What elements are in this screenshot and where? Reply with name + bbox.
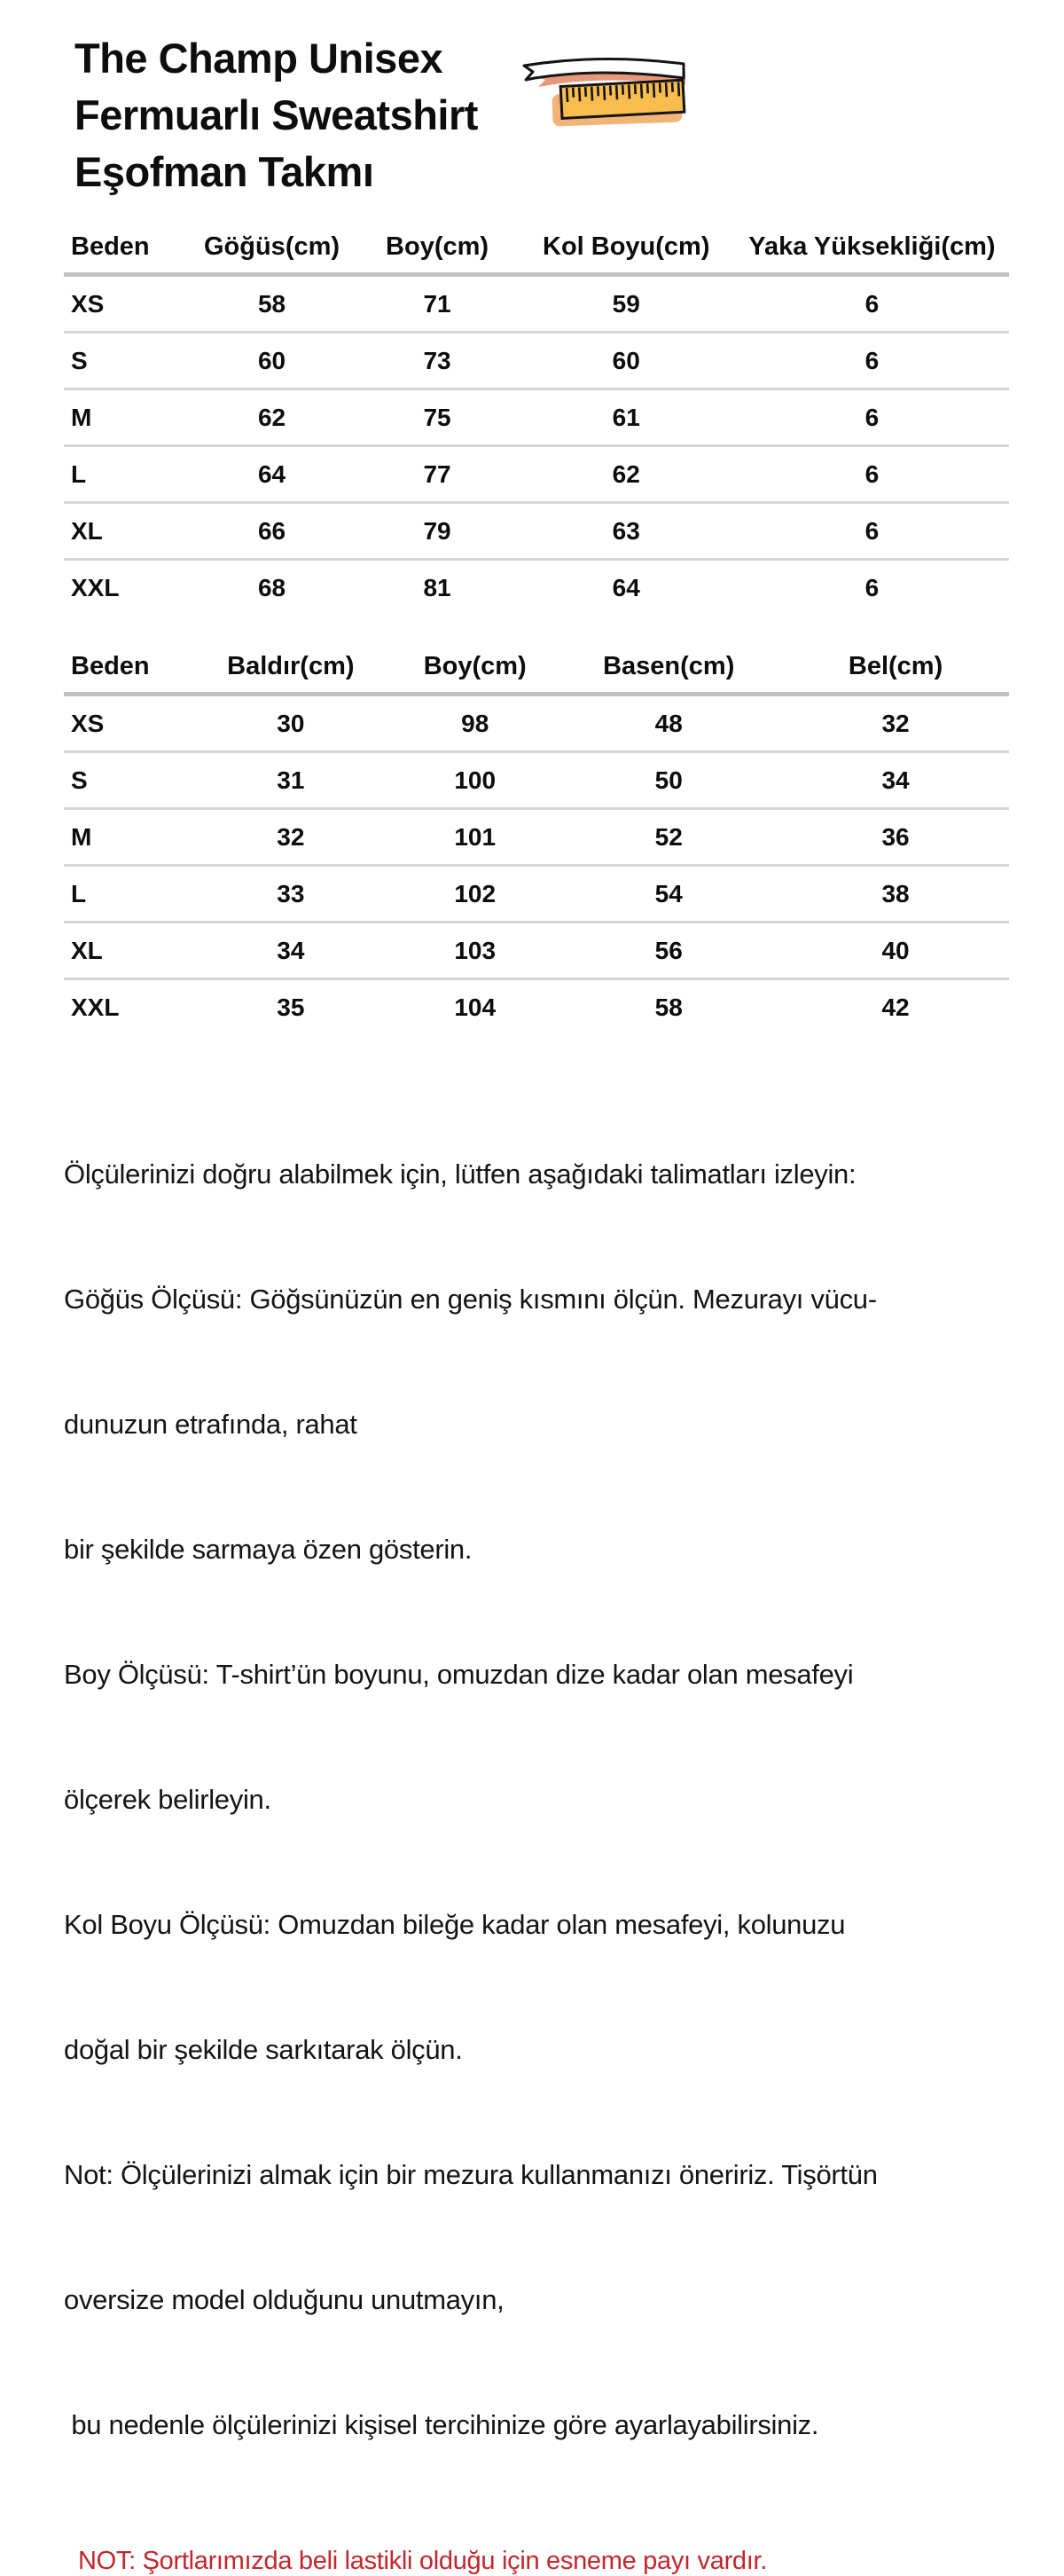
size-row (64, 695, 1009, 752)
size-label-cell: XL (64, 503, 187, 560)
header-beden: Beden (64, 647, 187, 695)
measurement-cell: 6 (735, 333, 1009, 389)
size-label-cell: XXL (71, 573, 120, 601)
measurement-cell: 56 (555, 923, 782, 979)
size-row (64, 866, 1009, 923)
measurement-cell: 63 (518, 503, 735, 560)
size-label-cell: S (64, 752, 187, 809)
measurement-cell: 101 (395, 809, 555, 866)
stretch-note: NOT: Şortlarımızda beli lastikli olduğu için esneme payı vardır. (78, 2547, 768, 2575)
measurement-cell: 64 (612, 573, 640, 601)
measurement-cell: 60 (518, 333, 735, 389)
instruction-line: doğal bir şekilde sarkıtarak ölçün. (64, 2034, 463, 2065)
measurement-cell: 34 (782, 752, 1009, 809)
header (64, 27, 1013, 200)
measurement-cell: 32 (782, 695, 1009, 752)
measurement-cell: 32 (187, 809, 395, 866)
header-basen: Basen(cm) (555, 647, 782, 695)
measurement-cell: 33 (187, 866, 395, 923)
measurement-cell: 61 (518, 389, 735, 446)
measurement-cell: 35 (277, 993, 305, 1021)
size-row (64, 560, 1009, 616)
measurement-cell: 58 (187, 275, 357, 333)
measurement-cell: 34 (187, 923, 395, 979)
measurement-cell: 52 (555, 809, 782, 866)
title-line-2: Fermuarlı Sweatshirt (74, 91, 478, 138)
size-label-cell: XXL (71, 993, 120, 1021)
measurement-cell: 54 (555, 866, 782, 923)
measurement-cell: 60 (187, 333, 357, 389)
instruction-line: bu nedenle ölçülerinizi kişisel tercihinize göre ayarlayabilirsiniz. (64, 2409, 819, 2440)
measurement-cell: 6 (735, 503, 1009, 560)
size-row (64, 752, 1009, 809)
size-table-top (64, 227, 1009, 615)
measurement-cell: 36 (782, 809, 1009, 866)
measurement-cell: 71 (356, 275, 517, 333)
measurement-cell: 31 (187, 752, 395, 809)
size-row (64, 446, 1009, 503)
measurement-cell: 73 (356, 333, 517, 389)
measurement-cell: 6 (864, 573, 880, 601)
instruction-line: Not: Ölçülerinizi almak için bir mezura kullanmanızı öneririz. Tişörtün (64, 2159, 878, 2190)
size-table-bottom-header-row (64, 647, 1009, 695)
instruction-line: Göğüs Ölçüsü: Göğsünüzün en geniş kısmını ölçün. Mezurayı vücu- (64, 1284, 877, 1315)
measurement-cell: 48 (555, 695, 782, 752)
size-row (64, 333, 1009, 389)
measurement-cell: 98 (395, 695, 555, 752)
header-boy: Boy(cm) (356, 227, 517, 275)
header-boy: Boy(cm) (395, 647, 555, 695)
instruction-line: Kol Boyu Ölçüsü: Omuzdan bileğe kadar olan mesafeyi, kolunuzu (64, 1909, 846, 1940)
measurement-cell: 50 (555, 752, 782, 809)
header-gogus: Göğüs(cm) (187, 227, 357, 275)
instruction-line: Ölçülerinizi doğru alabilmek için, lütfen aşağıdaki talimatları izleyin: (64, 1158, 857, 1190)
measurement-instructions (64, 1070, 1013, 2529)
header-yaka-yuksekligi: Yaka Yüksekliği(cm) (735, 227, 1009, 275)
instruction-line: Boy Ölçüsü: T-shirt’ün boyunu, omuzdan dize kadar olan mesafeyi (64, 1659, 854, 1690)
size-label-cell: L (64, 446, 187, 503)
size-label-cell: S (64, 333, 187, 389)
measurement-cell: 6 (735, 446, 1009, 503)
measurement-cell: 77 (356, 446, 517, 503)
measurement-cell: 68 (257, 573, 286, 601)
size-label-cell: M (64, 809, 187, 866)
size-label-cell: XS (64, 695, 187, 752)
size-label-cell: XL (64, 923, 187, 979)
header-bel: Bel(cm) (782, 647, 1009, 695)
measurement-cell: 42 (881, 993, 910, 1021)
measurement-cell: 30 (187, 695, 395, 752)
header-baldir: Baldır(cm) (187, 647, 395, 695)
measurement-cell: 75 (356, 389, 517, 446)
header-beden: Beden (64, 227, 187, 275)
size-table-top-header-row (64, 227, 1009, 275)
size-row (64, 923, 1009, 979)
title-line-1: The Champ Unisex (74, 35, 443, 82)
measurement-cell: 102 (395, 866, 555, 923)
title-line-3: Eşofman Takmı (74, 148, 374, 195)
measurement-cell: 58 (654, 993, 683, 1021)
measurement-cell: 100 (395, 752, 555, 809)
product-title (74, 30, 478, 200)
size-row (64, 809, 1009, 866)
header-kol-boyu: Kol Boyu(cm) (518, 227, 735, 275)
measurement-cell: 6 (735, 275, 1009, 333)
measurement-cell: 38 (782, 866, 1009, 923)
measurement-cell: 64 (187, 446, 357, 503)
size-row (64, 979, 1009, 1035)
size-label-cell: L (64, 866, 187, 923)
instruction-line: dunuzun etrafında, rahat (64, 1409, 357, 1440)
measuring-tape-icon (515, 53, 692, 142)
measurement-cell: 62 (187, 389, 357, 446)
size-label-cell: XS (64, 275, 187, 333)
size-table-bottom (64, 647, 1009, 1034)
size-label-cell: M (64, 389, 187, 446)
size-row (64, 503, 1009, 560)
measurement-cell: 104 (454, 993, 497, 1021)
instruction-line: bir şekilde sarmaya özen gösterin. (64, 1534, 473, 1565)
measurement-cell: 6 (735, 389, 1009, 446)
measurement-cell: 40 (782, 923, 1009, 979)
size-row (64, 275, 1009, 333)
instruction-line: ölçerek belirleyin. (64, 1784, 271, 1815)
measurement-cell: 59 (518, 275, 735, 333)
instruction-line: oversize model olduğunu unutmayın, (64, 2284, 505, 2315)
measurement-cell: 81 (423, 573, 451, 601)
measurement-cell: 103 (395, 923, 555, 979)
measurement-cell: 66 (187, 503, 357, 560)
measurement-cell: 79 (356, 503, 517, 560)
size-row (64, 389, 1009, 446)
measurement-cell: 62 (518, 446, 735, 503)
